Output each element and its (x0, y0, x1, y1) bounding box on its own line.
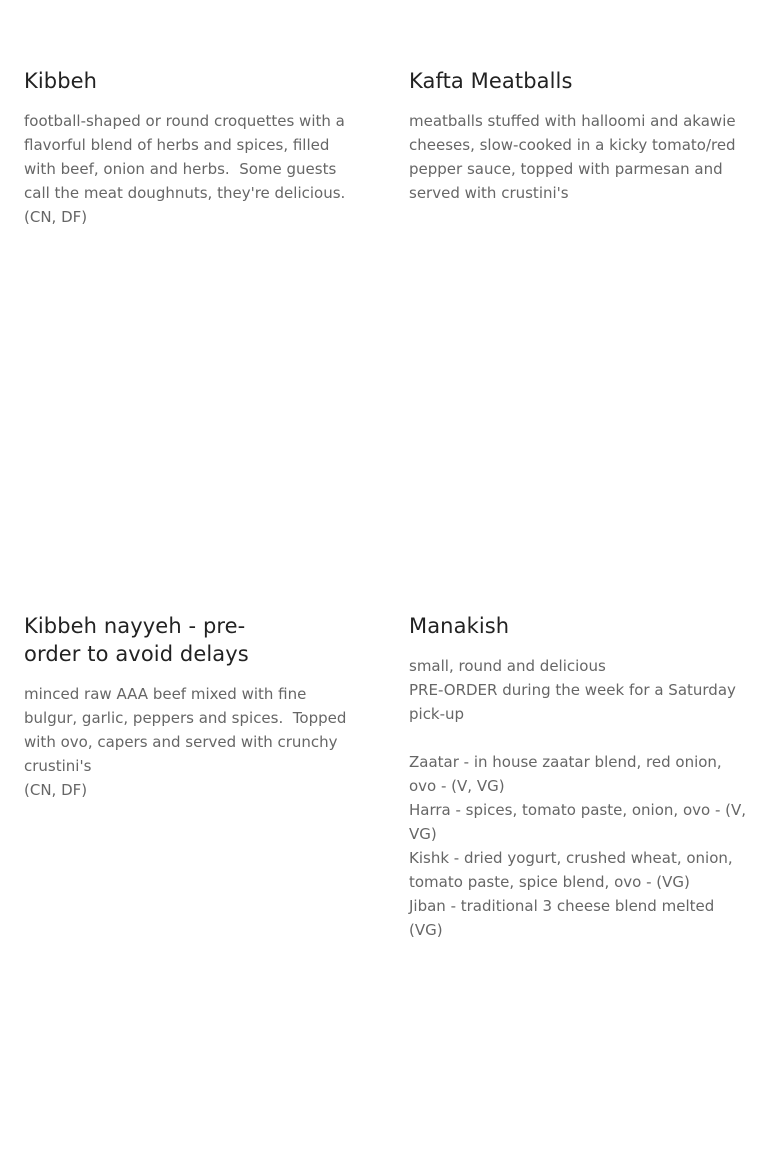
dietary-tags: (CN, DF) (24, 781, 88, 799)
description-text: football-shaped or round croquettes with a flavorful blend of herbs and spices, filled with beef, onion and herbs. Some guests call the meat doughnuts, they're delicious. (24, 112, 350, 202)
manakish-option: Kishk - dried yogurt, crushed wheat, onion, tomato paste, spice blend, ovo - (VG) (409, 849, 738, 891)
menu-item-title: Kibbeh (24, 69, 98, 93)
manakish-option: Harra - spices, tomato paste, onion, ovo - (V, VG) (409, 801, 751, 843)
menu-item-kibbeh (24, 67, 364, 229)
description-text: minced raw AAA beef mixed with fine bulgur, garlic, peppers and spices. Topped with ovo, capers and served with crunchy crustini's (24, 685, 352, 775)
menu-item-title: Kibbeh nayyeh - pre-order to avoid delays (24, 614, 249, 666)
preorder-note: PRE-ORDER during the week for a Saturday pick-up (409, 681, 741, 723)
menu-item-kibbeh-nayyeh (24, 612, 364, 802)
description-text: meatballs stuffed with halloomi and akawie cheeses, slow-cooked in a kicky tomato/red pepper sauce, topped with parmesan and served with crustini's (409, 112, 741, 202)
menu-item-description (24, 682, 364, 802)
manakish-option: Zaatar - in house zaatar blend, red onion, ovo - (V, VG) (409, 753, 727, 795)
menu-item-manakish (409, 612, 751, 942)
dietary-tags: (CN, DF) (24, 208, 88, 226)
menu-item-kafta-meatballs (409, 67, 746, 205)
description-intro: small, round and delicious (409, 657, 606, 675)
menu-item-description (24, 109, 364, 229)
menu-item-description (409, 109, 746, 205)
menu-grid (24, 0, 751, 1172)
manakish-option: Jiban - traditional 3 cheese blend melted (VG) (409, 897, 720, 939)
spacer (409, 726, 746, 750)
menu-item-description (409, 654, 751, 942)
menu-item-title: Kafta Meatballs (409, 69, 573, 93)
menu-item-title: Manakish (409, 614, 510, 638)
